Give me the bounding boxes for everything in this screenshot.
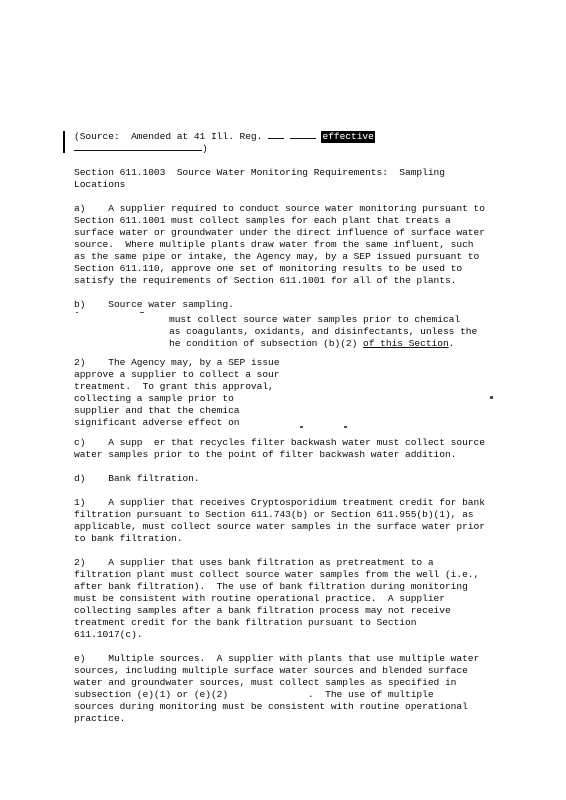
scan-speck	[490, 396, 493, 399]
para-e-line: sources, including multiple surface water sources and blended surface	[74, 665, 468, 676]
para-b1-line: as coagulants, oxidants, and disinfectants, unless the	[169, 326, 478, 337]
scan-speck	[344, 426, 347, 428]
para-d2-line: 611.1017(c).	[74, 629, 143, 640]
para-d2-line: 2) A supplier that uses bank filtration as pretreatment to a	[74, 557, 434, 568]
para-a-line: surface water or groundwater under the direct influence of surface water	[74, 227, 485, 238]
para-b1-line: must collect source water samples prior to chemical	[169, 314, 461, 325]
source-note-date	[74, 143, 208, 155]
para-a-line: source. Where multiple plants draw water from the same influent, such	[74, 239, 474, 250]
para-d1-line: 1) A supplier that receives Cryptosporidium treatment credit for bank	[74, 497, 485, 508]
source-note-open: (Source: Amended at 41 Ill. Reg.	[74, 131, 269, 142]
para-b2-line: collecting a sample prior to	[74, 393, 234, 404]
para-e-line: e) Multiple sources. A supplier with plants that use multiple water	[74, 653, 480, 664]
para-e-line: water and groundwater sources, must collect samples as specified in	[74, 677, 457, 688]
para-d1-line: filtration pursuant to Section 611.743(b) or Section 611.955(b)(1), as	[74, 509, 474, 520]
struck-text: of this Section	[363, 338, 449, 349]
scan-speck	[140, 312, 144, 313]
para-a-line: satisfy the requirements of Section 611.1001 for all of the plants.	[74, 275, 457, 286]
source-note	[74, 131, 375, 143]
para-b-heading: b) Source water sampling.	[74, 299, 234, 310]
para-b2-line: 2) The Agency may, by a SEP issue	[74, 357, 280, 368]
scan-speck	[76, 312, 78, 313]
para-e-line: practice.	[74, 713, 126, 724]
para-c-line: c) A supp er that recycles filter backwash water must collect source	[74, 437, 485, 448]
para-b2-line: supplier and that the chemica	[74, 405, 240, 416]
section-heading-line-2: Locations	[74, 179, 126, 190]
para-d-heading: d) Bank filtration.	[74, 473, 200, 484]
revision-bar	[63, 131, 65, 153]
para-d2-line: treatment credit for the bank filtration pursuant to Section	[74, 617, 417, 628]
para-a-line: as the same pipe or intake, the Agency may, by a SEP issued pursuant to	[74, 251, 480, 262]
para-b2-line: treatment. To grant this approval,	[74, 381, 274, 392]
register-page-blank	[290, 138, 316, 139]
para-d2-line: must be consistent with routine operational practice. A supplier	[74, 593, 445, 604]
effective-label: effective	[322, 131, 374, 142]
para-a-line: Section 611.1001 must collect samples for each plant that treats a	[74, 215, 451, 226]
para-c-line: water samples prior to the point of filter backwash water addition.	[74, 449, 457, 460]
para-e-line: subsection (e)(1) or (e)(2) . The use of multiple	[74, 689, 434, 700]
para-d2-line: collecting samples after a bank filtration process may not receive	[74, 605, 451, 616]
para-e-line: sources during monitoring must be consistent with routine operational	[74, 701, 468, 712]
para-b2-line: significant adverse effect on	[74, 417, 240, 428]
source-note-close: )	[202, 143, 208, 154]
register-volume-blank	[268, 138, 284, 139]
para-d1-line: to bank filtration.	[74, 533, 183, 544]
section-heading-line-1: Section 611.1003 Source Water Monitoring Requirements: Sampling	[74, 167, 445, 178]
para-d2-line: after bank filtration). The use of bank filtration during monitoring	[74, 581, 468, 592]
scan-speck	[300, 426, 303, 428]
effective-date-blank	[74, 150, 202, 151]
para-b1-line: he condition of subsection (b)(2) of this Section.	[169, 338, 455, 349]
para-b2-line: approve a supplier to collect a sour	[74, 369, 280, 380]
para-d1-line: applicable, must collect source water samples in the surface water prior	[74, 521, 485, 532]
para-d2-line: filtration plant must collect source water samples from the well (i.e.,	[74, 569, 480, 580]
para-a-line: a) A supplier required to conduct source water monitoring pursuant to	[74, 203, 485, 214]
para-a-line: Section 611.110, approve one set of monitoring results to be used to	[74, 263, 463, 274]
